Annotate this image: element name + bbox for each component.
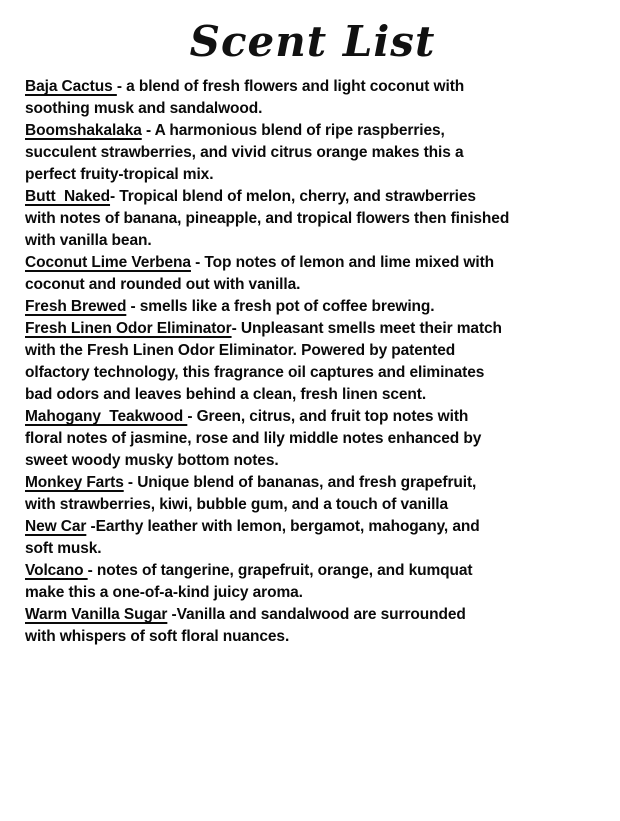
scent-description: - smells like a fresh pot of coffee brewing. [126,298,435,316]
scent-list-document [0,18,620,821]
scent-line: with notes of banana, pineapple, and tropical flowers then finished [25,210,510,228]
scent-description: - Tropical blend of melon, cherry, and strawberries [110,188,476,206]
scent-line [25,406,600,428]
scent-line [25,604,600,626]
scent-line: coconut and rounded out with vanilla. [25,276,301,294]
scent-name: Volcano [25,562,88,580]
scent-line [25,472,600,494]
scent-line: perfect fruity-tropical mix. [25,166,214,184]
scent-entry [25,604,600,648]
scent-line: with the Fresh Linen Odor Eliminator. Powered by patented [25,342,456,360]
scent-entry [25,186,600,252]
scent-entry [25,252,600,296]
scent-name: Baja Cactus [25,78,117,96]
scent-description: - A harmonious blend of ripe raspberries, [141,122,445,140]
scent-line: succulent strawberries, and vivid citrus orange makes this a [25,144,464,162]
scent-line: soothing musk and sandalwood. [25,100,263,118]
scent-line: with vanilla bean. [25,232,152,250]
scent-line: floral notes of jasmine, rose and lily middle notes enhanced by [25,430,482,448]
scent-description: -Vanilla and sandalwood are surrounded [167,606,466,624]
scent-list [25,76,600,648]
scent-line [25,120,600,142]
scent-name: New Car [25,518,87,536]
scent-description: - notes of tangerine, grapefruit, orange, and kumquat [87,562,473,580]
scent-entry [25,472,600,516]
scent-name: Coconut Lime Verbena [25,254,191,272]
scent-entry [25,296,600,318]
scent-description: - Unique blend of bananas, and fresh grapefruit, [123,474,477,492]
scent-name: Boomshakalaka [25,122,142,140]
scent-line: make this a one-of-a-kind juicy aroma. [25,584,303,602]
scent-entry [25,318,600,406]
scent-name: Fresh Linen Odor Eliminator [25,320,232,338]
scent-description: - Green, citrus, and fruit top notes with [187,408,469,426]
scent-entry [25,560,600,604]
scent-line [25,252,600,274]
scent-line: sweet woody musky bottom notes. [25,452,279,470]
scent-name: Monkey Farts [25,474,124,492]
scent-line: olfactory technology, this fragrance oil captures and eliminates [25,364,485,382]
scent-name: Warm Vanilla Sugar [25,606,168,624]
scent-description: - Unpleasant smells meet their match [231,320,502,338]
scent-entry [25,76,600,120]
scent-entry [25,406,600,472]
scent-name: Fresh Brewed [25,298,127,316]
scent-line [25,516,600,538]
page-title: Scent List [189,17,436,66]
scent-line [25,318,600,340]
scent-line [25,560,600,582]
scent-name: Mahogany Teakwood [25,408,188,426]
scent-description: - a blend of fresh flowers and light coconut with [116,78,465,96]
scent-description: - Top notes of lemon and lime mixed with [190,254,495,272]
scent-line: with whispers of soft floral nuances. [25,628,290,646]
scent-description: -Earthy leather with lemon, bergamot, mahogany, and [86,518,480,536]
scent-line: bad odors and leaves behind a clean, fresh linen scent. [25,386,427,404]
scent-entry [25,120,600,186]
scent-line: with strawberries, kiwi, bubble gum, and a touch of vanilla [25,496,449,514]
scent-line [25,296,600,318]
scent-line [25,186,600,208]
scent-line: soft musk. [25,540,102,558]
scent-name: Butt Naked [25,188,111,206]
scent-entry [25,516,600,560]
scent-line [25,76,600,98]
